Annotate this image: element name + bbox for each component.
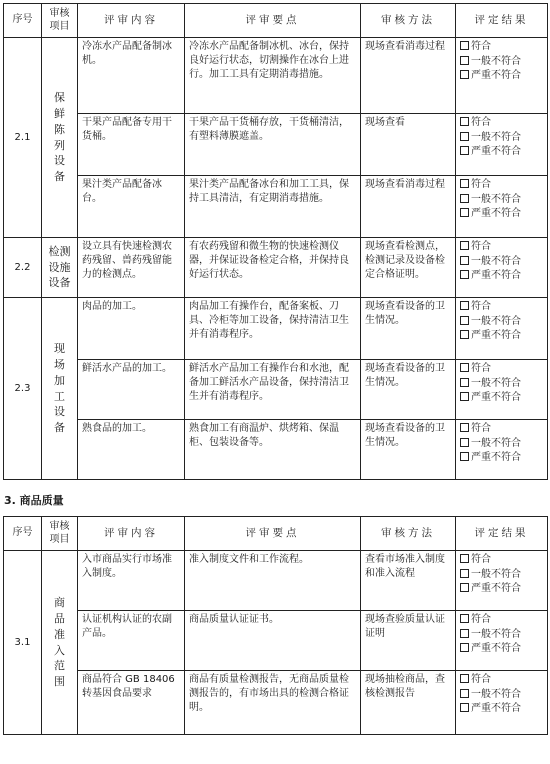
row-number: 2.3 xyxy=(4,298,42,480)
option-major-nonconform[interactable]: 严重不符合 xyxy=(460,329,543,344)
row-number: 2.1 xyxy=(4,38,42,238)
review-table-equipment xyxy=(3,3,548,480)
table-row xyxy=(4,298,548,360)
audit-item: 检测设施设备 xyxy=(42,238,78,298)
review-points: 商品有质量检测报告，无商品质量检测报告的，有市场出具的检测合格证明。 xyxy=(185,671,361,735)
option-conform[interactable]: 符合 xyxy=(460,362,543,377)
audit-item: 商品准入范围 xyxy=(42,551,78,735)
checkbox-icon[interactable] xyxy=(460,614,469,623)
checkbox-icon[interactable] xyxy=(460,241,469,250)
review-points: 肉品加工有操作台，配备案板、刀具、冷柜等加工设备，保持清洁卫生并有消毒程序。 xyxy=(185,298,361,360)
result-options xyxy=(456,298,548,360)
review-content: 鲜活水产品的加工。 xyxy=(78,360,185,420)
checkbox-icon[interactable] xyxy=(460,56,469,65)
audit-method: 现场查验质量认证证明 xyxy=(361,611,456,671)
option-major-nonconform[interactable]: 严重不符合 xyxy=(460,451,543,466)
option-minor-nonconform[interactable]: 一般不符合 xyxy=(460,55,543,70)
review-content: 认证机构认证的农副产品。 xyxy=(78,611,185,671)
option-minor-nonconform[interactable]: 一般不符合 xyxy=(460,255,543,270)
review-content: 商品符合 GB 18406 转基因食品要求 xyxy=(78,671,185,735)
checkbox-icon[interactable] xyxy=(460,452,469,461)
checkbox-icon[interactable] xyxy=(460,643,469,652)
review-content: 设立具有快速检测农药残留、兽药残留能力的检测点。 xyxy=(78,238,185,298)
checkbox-icon[interactable] xyxy=(460,179,469,188)
checkbox-icon[interactable] xyxy=(460,316,469,325)
checkbox-icon[interactable] xyxy=(460,194,469,203)
option-major-nonconform[interactable]: 严重不符合 xyxy=(460,702,543,717)
audit-method: 现场查看消毒过程 xyxy=(361,176,456,238)
result-options xyxy=(456,38,548,114)
table-row xyxy=(4,551,548,611)
table-header-row xyxy=(4,4,548,38)
review-points: 商品质量认证证书。 xyxy=(185,611,361,671)
option-minor-nonconform[interactable]: 一般不符合 xyxy=(460,377,543,392)
header-content: 评审内容 xyxy=(78,4,185,38)
checkbox-icon[interactable] xyxy=(460,208,469,217)
table-row xyxy=(4,420,548,480)
review-points: 果汁类产品配备冰台和加工工具，保持工具清洁，有定期消毒措施。 xyxy=(185,176,361,238)
header-result: 评定结果 xyxy=(456,517,548,551)
option-conform[interactable]: 符合 xyxy=(460,422,543,437)
table-row xyxy=(4,38,548,114)
option-conform[interactable]: 符合 xyxy=(460,178,543,193)
table-row xyxy=(4,176,548,238)
result-options xyxy=(456,176,548,238)
option-major-nonconform[interactable]: 严重不符合 xyxy=(460,207,543,222)
checkbox-icon[interactable] xyxy=(460,703,469,712)
checkbox-icon[interactable] xyxy=(460,330,469,339)
result-options xyxy=(456,238,548,298)
header-number: 序号 xyxy=(4,517,42,551)
option-major-nonconform[interactable]: 严重不符合 xyxy=(460,582,543,597)
audit-method: 现场抽检商品，查核检测报告 xyxy=(361,671,456,735)
review-content: 入市商品实行市场准入制度。 xyxy=(78,551,185,611)
review-table-quality xyxy=(3,516,548,735)
review-points: 熟食加工有商温炉、烘烤箱、保温柜、包装设备等。 xyxy=(185,420,361,480)
option-major-nonconform[interactable]: 严重不符合 xyxy=(460,642,543,657)
checkbox-icon[interactable] xyxy=(460,689,469,698)
review-points: 准入制度文件和工作流程。 xyxy=(185,551,361,611)
audit-method: 现场查看消毒过程 xyxy=(361,38,456,114)
checkbox-icon[interactable] xyxy=(460,554,469,563)
checkbox-icon[interactable] xyxy=(460,569,469,578)
audit-method: 现场查看设备的卫生情况。 xyxy=(361,298,456,360)
header-points: 评审要点 xyxy=(185,517,361,551)
checkbox-icon[interactable] xyxy=(460,146,469,155)
header-points: 评审要点 xyxy=(185,4,361,38)
audit-method: 查看市场准入制度和准入流程 xyxy=(361,551,456,611)
checkbox-icon[interactable] xyxy=(460,301,469,310)
checkbox-icon[interactable] xyxy=(460,378,469,387)
header-item: 审核项目 xyxy=(42,4,78,38)
audit-item: 保鲜陈列设备 xyxy=(42,38,78,238)
checkbox-icon[interactable] xyxy=(460,363,469,372)
header-content: 评审内容 xyxy=(78,517,185,551)
checkbox-icon[interactable] xyxy=(460,438,469,447)
checkbox-icon[interactable] xyxy=(460,423,469,432)
checkbox-icon[interactable] xyxy=(460,270,469,279)
option-conform[interactable]: 符合 xyxy=(460,553,543,568)
table-header-row xyxy=(4,517,548,551)
table-row xyxy=(4,360,548,420)
option-conform[interactable]: 符合 xyxy=(460,40,543,55)
option-minor-nonconform[interactable]: 一般不符合 xyxy=(460,688,543,703)
review-content: 熟食品的加工。 xyxy=(78,420,185,480)
option-conform[interactable]: 符合 xyxy=(460,300,543,315)
review-content: 冷冻水产品配备制冰机。 xyxy=(78,38,185,114)
result-options xyxy=(456,360,548,420)
review-content: 肉品的加工。 xyxy=(78,298,185,360)
section-heading: 3. 商品质量 xyxy=(4,494,64,507)
row-number: 3.1 xyxy=(4,551,42,735)
row-number: 2.2 xyxy=(4,238,42,298)
option-conform[interactable]: 符合 xyxy=(460,116,543,131)
audit-method: 现场查看 xyxy=(361,114,456,176)
option-minor-nonconform[interactable]: 一般不符合 xyxy=(460,131,543,146)
option-major-nonconform[interactable]: 严重不符合 xyxy=(460,69,543,84)
result-options xyxy=(456,114,548,176)
header-method: 审核方法 xyxy=(361,4,456,38)
header-item: 审核项目 xyxy=(42,517,78,551)
checkbox-icon[interactable] xyxy=(460,583,469,592)
option-conform[interactable]: 符合 xyxy=(460,240,543,255)
option-minor-nonconform[interactable]: 一般不符合 xyxy=(460,628,543,643)
result-options xyxy=(456,671,548,735)
checkbox-icon[interactable] xyxy=(460,117,469,126)
audit-method: 现场查看设备的卫生情况。 xyxy=(361,360,456,420)
checkbox-icon[interactable] xyxy=(460,392,469,401)
checkbox-icon[interactable] xyxy=(460,41,469,50)
result-options xyxy=(456,420,548,480)
checkbox-icon[interactable] xyxy=(460,70,469,79)
option-conform[interactable]: 符合 xyxy=(460,613,543,628)
option-minor-nonconform[interactable]: 一般不符合 xyxy=(460,193,543,208)
review-content: 干果产品配备专用干货桶。 xyxy=(78,114,185,176)
audit-item: 现场加工设备 xyxy=(42,298,78,480)
header-number: 序号 xyxy=(4,4,42,38)
review-points: 鲜活水产品加工有操作台和水池，配备加工鲜活水产品设备，保持清洁卫生并有消毒程序。 xyxy=(185,360,361,420)
option-major-nonconform[interactable]: 严重不符合 xyxy=(460,391,543,406)
option-major-nonconform[interactable]: 严重不符合 xyxy=(460,145,543,160)
option-major-nonconform[interactable]: 严重不符合 xyxy=(460,269,543,284)
checkbox-icon[interactable] xyxy=(460,629,469,638)
result-options xyxy=(456,611,548,671)
audit-method: 现场查看检测点，检测记录及设备检定合格证明。 xyxy=(361,238,456,298)
header-method: 审核方法 xyxy=(361,517,456,551)
review-points: 冷冻水产品配备制冰机、冰台，保持良好运行状态，切割操作在冰台上进行。加工工具有定期消毒措施。 xyxy=(185,38,361,114)
table-row xyxy=(4,238,548,298)
table-row xyxy=(4,114,548,176)
result-options xyxy=(456,551,548,611)
audit-method: 现场查看设备的卫生情况。 xyxy=(361,420,456,480)
table-row xyxy=(4,611,548,671)
checkbox-icon[interactable] xyxy=(460,674,469,683)
option-minor-nonconform[interactable]: 一般不符合 xyxy=(460,568,543,583)
header-result: 评定结果 xyxy=(456,4,548,38)
option-conform[interactable]: 符合 xyxy=(460,673,543,688)
checkbox-icon[interactable] xyxy=(460,132,469,141)
review-points: 有农药残留和微生物的快速检测仪器，并保证设备检定合格，并保持良好运行状态。 xyxy=(185,238,361,298)
review-points: 干果产品干货桶存放，干货桶清洁，有塑料薄膜遮盖。 xyxy=(185,114,361,176)
option-minor-nonconform[interactable]: 一般不符合 xyxy=(460,437,543,452)
option-minor-nonconform[interactable]: 一般不符合 xyxy=(460,315,543,330)
table-row xyxy=(4,671,548,735)
review-content: 果汁类产品配备冰台。 xyxy=(78,176,185,238)
checkbox-icon[interactable] xyxy=(460,256,469,265)
